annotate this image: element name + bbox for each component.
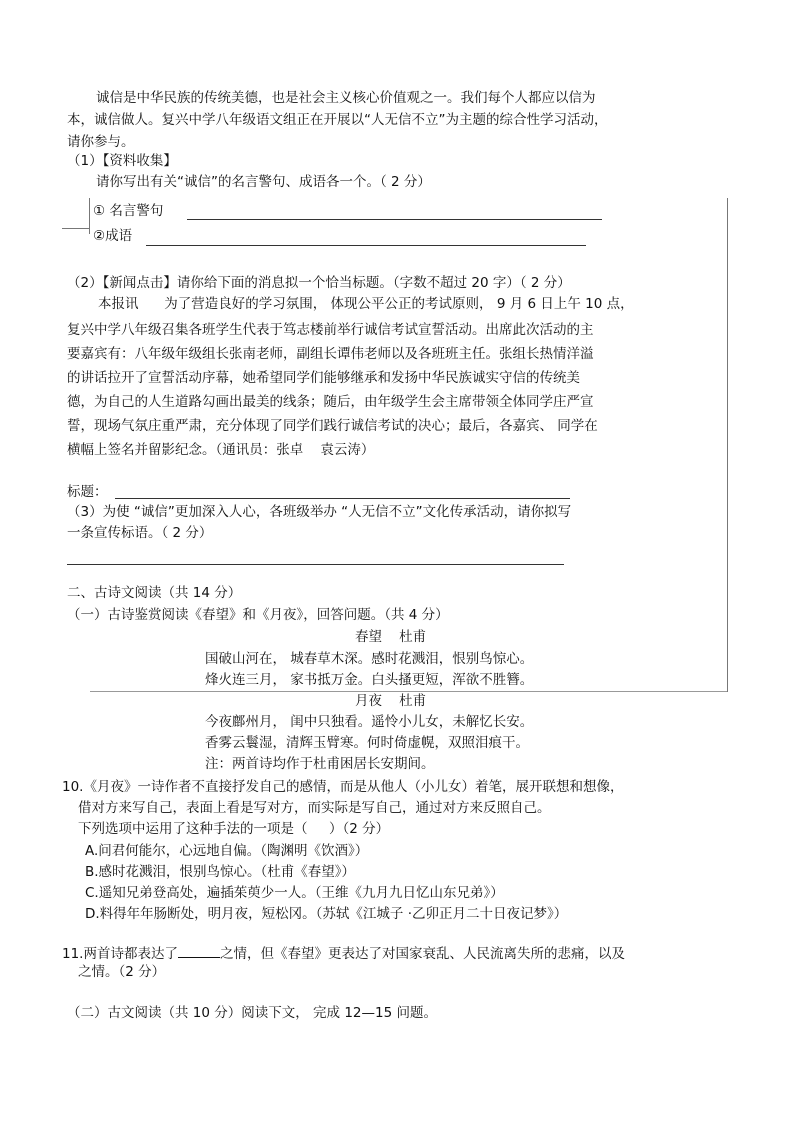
q11-line-2: 之情。（2 分） [78, 964, 166, 980]
poem-2-line: 香雾云鬟湿，清辉玉臂寒。何时倚虚幌，双照泪痕干。 [205, 735, 529, 751]
q3-line-2: 一条宣传标语。（ 2 分） [67, 525, 213, 541]
intro-line-3: 请你参与。 [67, 134, 135, 150]
poem-2-note: 注：两首诗均作于杜甫困居长安期间。 [205, 756, 435, 772]
q3-line-1: （3）为使 “诚信”更加深入人心，各班级举办 “人无信不立”文化传承活动，请你拟写 [67, 504, 572, 520]
intro-line-2: 本，诚信做人。复兴中学八年级语文组正在开展以“人无信不立”为主题的综合性学习活动， [67, 112, 608, 128]
news-line: 的讲话拉开了宣誓活动序幕，她希望同学们能够继承和发扬中华民族诚实守信的传统美 [67, 370, 580, 386]
q10-line-1: 10.《月夜》一诗作者不直接抒发自己的感情，而是从他人（小儿女）着笔，展开联想和想像， [62, 779, 624, 795]
q1-item-2-answer-line[interactable] [146, 245, 586, 246]
q10-line-3: 下列选项中运用了这种手法的一项是（ ）（2 分） [78, 821, 390, 837]
q3-answer-line[interactable] [67, 564, 564, 565]
intro-line-1: 诚信是中华民族的传统美德，也是社会主义核心价值观之一。我们每个人都应以信为 [96, 90, 596, 106]
q2-title-label: 标题： [67, 484, 108, 500]
poem-1-line: 国破山河在， 城春草木深。感时花溅泪，恨别鸟惊心。 [205, 651, 534, 667]
poem-2-title: 月夜 杜甫 [355, 693, 427, 709]
section-2-heading: 二、古诗文阅读（共 14 分） [67, 585, 242, 601]
q1-prompt: 请你写出有关“诚信”的名言警句、成语各一个。（ 2 分） [96, 174, 431, 190]
q1-heading: （1）【资料收集】 [67, 153, 177, 169]
poem-2-line: 今夜鄜州月， 闺中只独看。遥怜小儿女，未解忆长安。 [205, 714, 534, 730]
q2-title-answer-line[interactable] [115, 498, 570, 499]
news-line: 要嘉宾有：八年级年级组长张南老师，副组长谭伟老师以及各班班主任。张组长热情洋溢 [67, 346, 594, 362]
news-line: 复兴中学八年级召集各班学生代表于笃志楼前举行诚信考试宣誓活动。出席此次活动的主 [67, 322, 594, 338]
frame-right [727, 198, 728, 692]
q11-text-start: 11.两首诗都表达了 [62, 946, 178, 962]
news-line: 誓，现场气氛庄重严肃，充分体现了同学们践行诚信考试的决心；最后，各嘉宾、 同学在 [67, 418, 598, 434]
poem-1-title: 春望 杜甫 [355, 629, 427, 645]
news-line: 德，为自己的人生道路勾画出最美的线条；随后，由年级学生会主席带领全体同学庄严宣 [67, 394, 594, 410]
poem-1-line: 烽火连三月， 家书抵万金。白头搔更短，浑欲不胜簪。 [205, 672, 534, 688]
q10-option-a: A.问君何能尔，心远地自偏。（陶渊明《饮酒》） [85, 843, 369, 859]
q10-option-b: B.感时花溅泪，恨别鸟惊心。（杜甫《春望》） [85, 864, 356, 880]
q10-line-2: 借对方来写自己，表面上看是写对方，而实际是写自己，通过对方来反照自己。 [78, 800, 551, 816]
q11-line-1 [62, 945, 625, 962]
bracket-left [89, 198, 90, 234]
q10-option-c: C.遥知兄弟登高处，遍插茱萸少一人。（王维《九月九日忆山东兄弟》） [85, 885, 504, 901]
news-line: 横幅上签名并留影纪念。（通讯员：张卓 袁云涛） [67, 442, 375, 458]
q11-blank[interactable] [178, 945, 220, 958]
q2-heading: （2）【新闻点击】请你给下面的消息拟一个恰当标题。（字数不超过 20 字）（ 2 分） [67, 275, 571, 291]
bracket-tick [62, 228, 89, 229]
news-line: 本报讯 为了营造良好的学习氛围， 体现公平公正的考试原则， 9 月 6 日上午 10 点， [98, 296, 634, 312]
q11-text-end: 之情，但《春望》更表达了对国家衰乱、人民流离失所的悲痛，以及 [219, 946, 625, 962]
section-2-sub-1: （一）古诗鉴赏阅读《春望》和《月夜》，回答问题。（共 4 分） [67, 607, 449, 623]
q10-option-d: D.料得年年肠断处，明月夜，短松冈。（苏轼《江城子 ·乙卯正月二十日夜记梦》） [85, 906, 568, 922]
q1-item-1-label: ① 名言警句 [93, 203, 164, 219]
frame-bottom [90, 691, 727, 692]
section-2b-heading: （二）古文阅读（共 10 分）阅读下文， 完成 12—15 问题。 [67, 1005, 437, 1021]
q1-item-1-answer-line[interactable] [187, 219, 602, 220]
q1-item-2-label: ②成语 [93, 228, 133, 244]
